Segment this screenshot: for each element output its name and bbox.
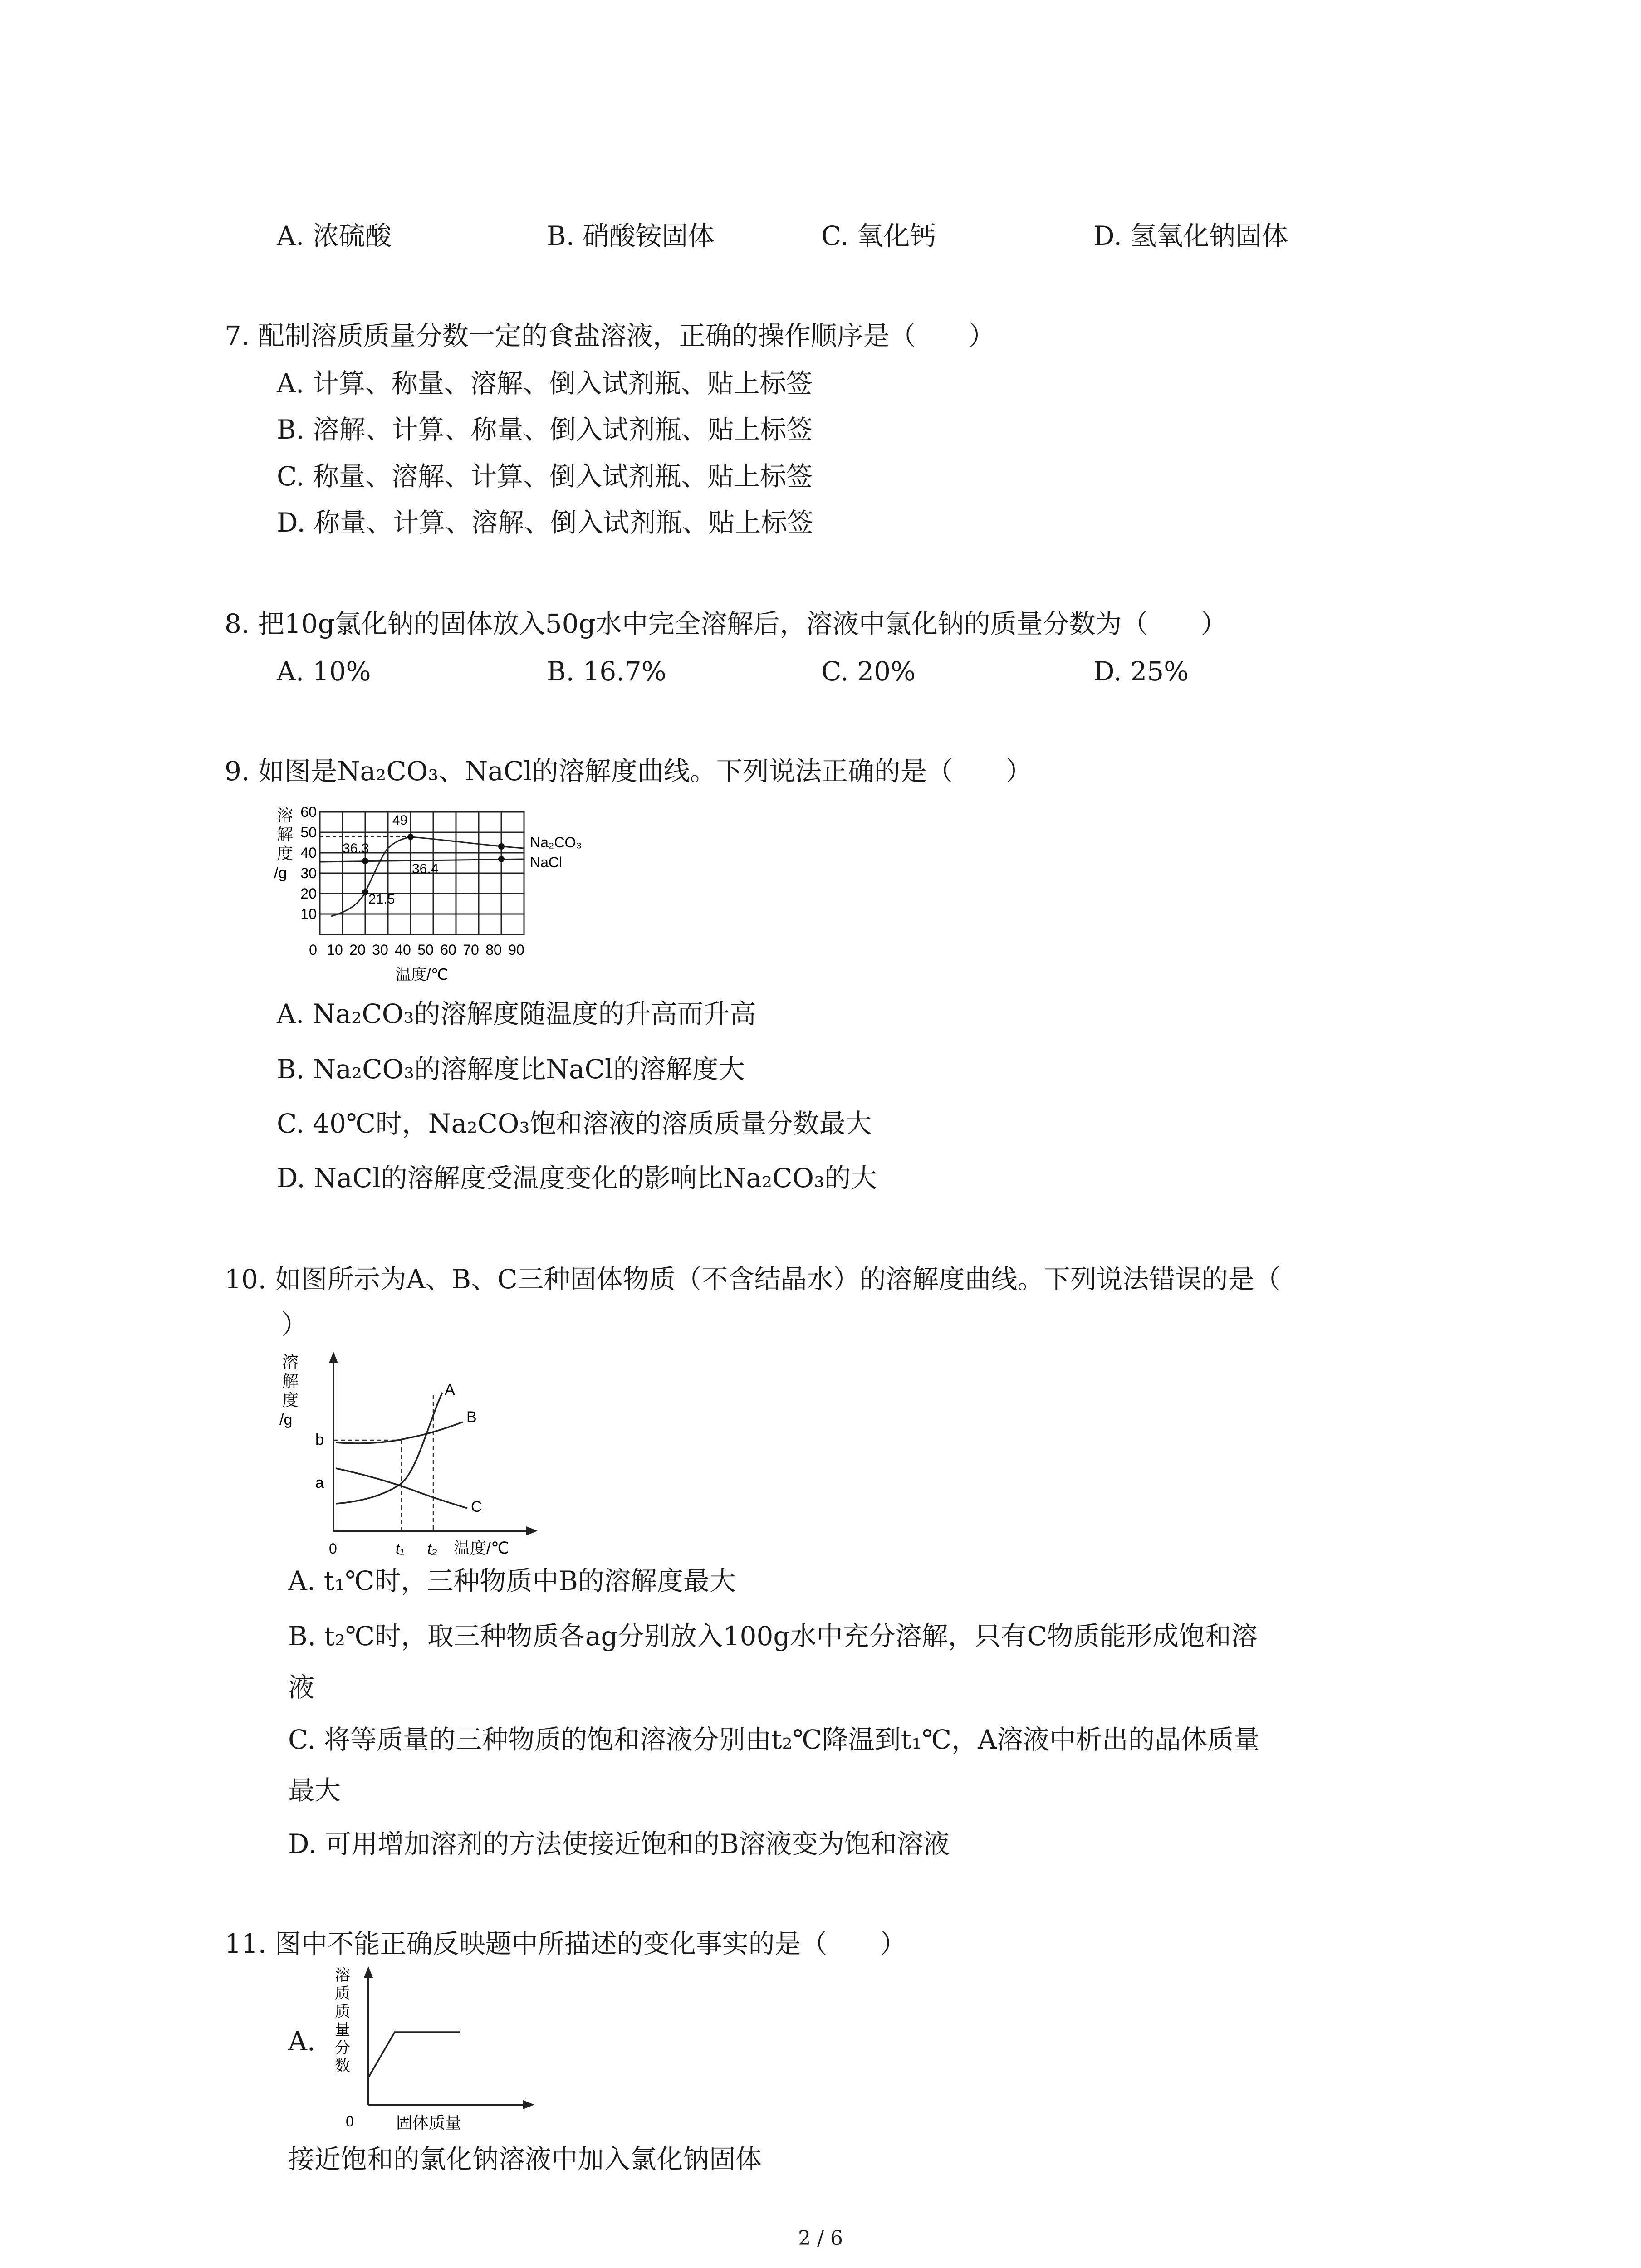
q10-xlabel: 温度/℃ [454,1539,509,1557]
q10-origin: 0 [329,1540,337,1557]
q10-tick-t2: t₂ [427,1540,437,1557]
q11-ylabel-3: 量 [335,2021,350,2038]
q11-ylabel-2: 质 [335,2003,350,2020]
q10-stem-line2: ） [281,1309,308,1340]
q7-stem: 7. 配制溶质质量分数一定的食盐溶液，正确的操作顺序是（ ） [225,320,995,351]
q11-stem: 11. 图中不能正确反映题中所描述的变化事实的是（ ） [225,1928,906,1959]
q8-option-b: B. 16.7% [547,656,666,687]
q8-option-c: C. 20% [821,656,916,687]
q11-xlabel: 固体质量 [396,2113,462,2132]
q10-solubility-chart [272,1349,544,1558]
q9-annotation-49: 49 [392,813,408,828]
q10-ylabel-0: 溶 [282,1353,299,1371]
q10-tick-t1: t₁ [396,1540,404,1557]
q10-option-c-line2: 最大 [288,1775,341,1806]
q9-xtick-50: 50 [417,942,434,958]
q6-option-a: A. 浓硫酸 [277,220,392,251]
q8-stem: 8. 把10g氯化钠的固体放入50g水中完全溶解后，溶液中氯化钠的质量分数为（ ） [225,608,1227,639]
q7-option-a: A. 计算、称量、溶解、倒入试剂瓶、贴上标签 [277,368,813,399]
q9-ylabel-2: 度 [277,844,294,863]
q9-solubility-chart [268,803,622,989]
q11-option-a-label: A. [288,2026,316,2057]
q9-option-d: D. NaCl的溶解度受温度变化的影响比Na₂CO₃的大 [277,1163,877,1193]
q11-origin: 0 [346,2113,354,2130]
q10-option-d: D. 可用增加溶剂的方法使接近饱和的B溶液变为饱和溶液 [288,1828,950,1859]
q10-label-curve-b: B [466,1408,477,1426]
q9-annotation-36-4: 36.4 [412,861,439,876]
q11-option-a-chart [327,1964,544,2136]
q9-point-90-lower [498,856,505,862]
q11-ylabel-0: 溶 [335,1967,350,1984]
q6-option-c: C. 氧化钙 [821,220,936,251]
q6-option-d: D. 氢氧化钠固体 [1093,220,1288,251]
q8-option-d: D. 25% [1093,656,1189,687]
q11-option-a-caption: 接近饱和的氯化钠溶液中加入氯化钠固体 [288,2144,762,2175]
q10-ylabel-2: 度 [282,1391,299,1409]
q11-ylabel-5: 数 [335,2058,350,2075]
q9-point-90-upper [498,843,505,850]
q10-ylabel-3: /g [279,1411,293,1428]
q9-xtick-30: 30 [372,942,388,958]
q10-option-c-line1: C. 将等质量的三种物质的饱和溶液分别由t₂℃降温到t₁℃，A溶液中析出的晶体质量 [288,1724,1260,1755]
q9-ylabel-1: 解 [277,825,294,844]
q10-curve-b [336,1422,463,1443]
q9-ytick-10: 10 [300,906,317,922]
q9-ytick-20: 20 [300,885,317,902]
q9-xtick-90: 90 [508,942,524,958]
q7-option-b: B. 溶解、计算、称量、倒入试剂瓶、贴上标签 [277,414,813,445]
q11-ylabel-1: 质 [335,1985,350,2002]
q9-xtick-0: 0 [309,942,317,958]
q9-point-nacl-20 [362,858,368,864]
q9-point-na2co3-20 [362,889,368,895]
q11-curve [368,2032,460,2077]
q9-ylabel-3: /g [274,865,287,882]
q9-option-a: A. Na₂CO₃的溶解度随温度的升高而升高 [277,998,756,1029]
q9-point-na2co3-40 [407,834,414,840]
q10-ylabel-1: 解 [282,1372,299,1390]
q9-xlabel: 温度/℃ [396,966,448,983]
q10-option-b-line2: 液 [288,1672,315,1703]
q9-xtick-10: 10 [327,942,343,958]
q9-ytick-40: 40 [300,845,317,861]
q9-stem: 9. 如图是Na₂CO₃、NaCl的溶解度曲线。下列说法正确的是（ ） [225,756,1032,787]
q9-ytick-60: 60 [300,804,317,820]
q7-option-c: C. 称量、溶解、计算、倒入试剂瓶、贴上标签 [277,461,813,492]
q9-annotation-36-3: 36.3 [343,841,369,856]
q9-ytick-30: 30 [300,865,317,881]
q9-xtick-40: 40 [395,942,411,958]
q9-xtick-20: 20 [349,942,366,958]
page-number: 2 / 6 [798,2227,843,2250]
q9-legend-nacl: NaCl [530,854,563,870]
q10-curve-a [336,1393,442,1504]
q10-label-a-value: a [315,1474,324,1491]
q10-stem-line1: 10. 如图所示为A、B、C三种固体物质（不含结晶水）的溶解度曲线。下列说法错误的是（ [225,1264,1281,1295]
q6-option-b: B. 硝酸铵固体 [547,220,715,251]
q9-legend-na2co3: Na₂CO₃ [530,834,582,850]
q10-label-curve-c: C [471,1498,482,1515]
q11-ylabel-4: 分 [335,2039,350,2057]
q10-label-b-value: b [315,1431,324,1448]
q10-option-a: A. t₁℃时，三种物质中B的溶解度最大 [288,1565,736,1596]
q9-option-b: B. Na₂CO₃的溶解度比NaCl的溶解度大 [277,1054,745,1085]
q9-option-c: C. 40℃时，Na₂CO₃饱和溶液的溶质质量分数最大 [277,1108,872,1139]
q9-xtick-80: 80 [485,942,502,958]
q10-option-b-line1: B. t₂℃时，取三种物质各ag分别放入100g水中充分溶解，只有C物质能形成饱和溶 [288,1621,1258,1652]
q9-xtick-70: 70 [463,942,479,958]
q9-xtick-60: 60 [440,942,456,958]
q7-option-d: D. 称量、计算、溶解、倒入试剂瓶、贴上标签 [277,507,814,538]
q9-ytick-50: 50 [300,824,317,841]
q9-annotation-21-5: 21.5 [368,892,395,907]
q9-ylabel-0: 溶 [277,806,294,825]
q10-label-curve-a: A [445,1381,455,1398]
q8-option-a: A. 10% [277,656,371,687]
